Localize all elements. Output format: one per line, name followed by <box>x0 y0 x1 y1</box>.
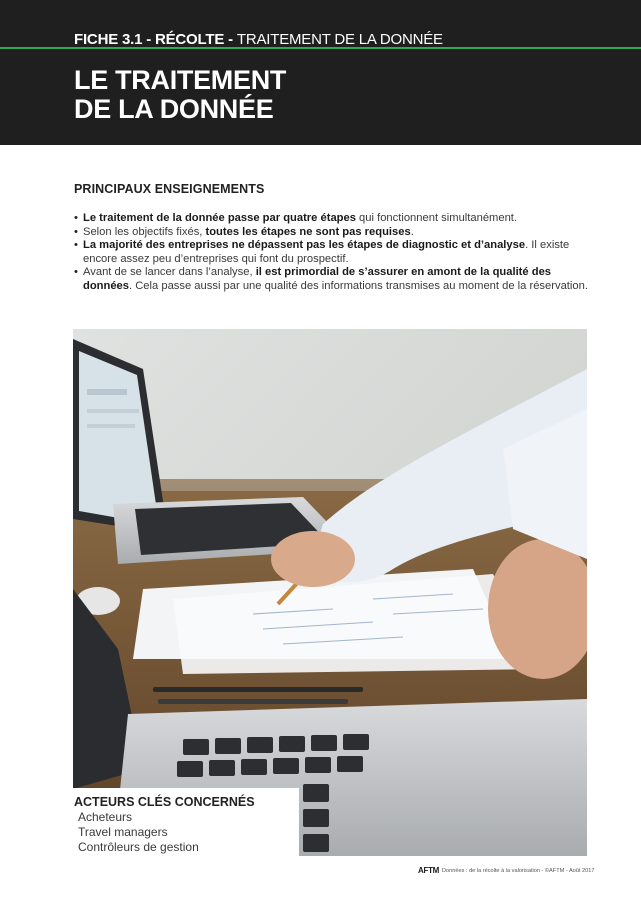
fiche-label <box>74 31 443 48</box>
bullet-text: Selon les objectifs fixés, <box>83 225 206 238</box>
fiche-topic: TRAITEMENT DE LA DONNÉE <box>236 31 443 48</box>
bullet-bold-text: il est primordial de s’assurer en amont de la qualité des données <box>83 266 552 292</box>
bullet-bold-text: toutes les étapes ne sont pas requises <box>205 225 411 238</box>
footer-text: Données : de la récolte à la valorisation - ©AFTM - Août 2017 <box>442 867 595 874</box>
bullet-text: . <box>410 225 414 238</box>
bullet-item <box>74 226 594 240</box>
acteurs-title: ACTEURS CLÉS CONCERNÉS <box>74 795 255 809</box>
list-item: Contrôleurs de gestion <box>78 840 199 854</box>
fiche-category: RÉCOLTE <box>154 31 225 48</box>
bullet-text: . Cela passe aussi par une qualité des informations transmises au moment de la réservation. <box>129 279 588 292</box>
aftm-logo: AFTM <box>418 866 440 875</box>
office-photo <box>73 329 587 856</box>
page-header <box>0 0 641 145</box>
page-footer <box>418 866 594 875</box>
bullet-bold-text: Le traitement de la donnée passe par quatre étapes <box>83 212 356 224</box>
bullet-text: . Il existe encore assez peu d’entreprises qui font du prospectif. <box>83 239 570 265</box>
fiche-separator: - <box>142 31 155 48</box>
list-item: Travel managers <box>78 825 168 839</box>
bullet-item <box>74 266 594 293</box>
page-title-line-1: LE TRAITEMENT <box>74 65 287 95</box>
bullet-list <box>74 212 594 294</box>
fiche-separator: - <box>224 31 237 48</box>
bullet-bold-text: La majorité des entreprises ne dépassent pas les étapes de diagnostic et d’analyse <box>83 239 526 252</box>
bullet-item <box>74 239 594 266</box>
office-illustration <box>73 329 587 856</box>
page-title-line-2: DE LA DONNÉE <box>74 94 274 124</box>
bullet-item <box>74 212 594 226</box>
section-title: PRINCIPAUX ENSEIGNEMENTS <box>74 182 265 196</box>
bullet-text: qui fonctionnent simultanément. <box>355 212 518 224</box>
bullet-text: Avant de se lancer dans l’analyse, <box>83 266 256 279</box>
page-title <box>74 66 286 124</box>
fiche-number: FICHE 3.1 <box>74 31 143 48</box>
list-item: Acheteurs <box>78 810 133 824</box>
acteurs-list <box>78 810 199 855</box>
